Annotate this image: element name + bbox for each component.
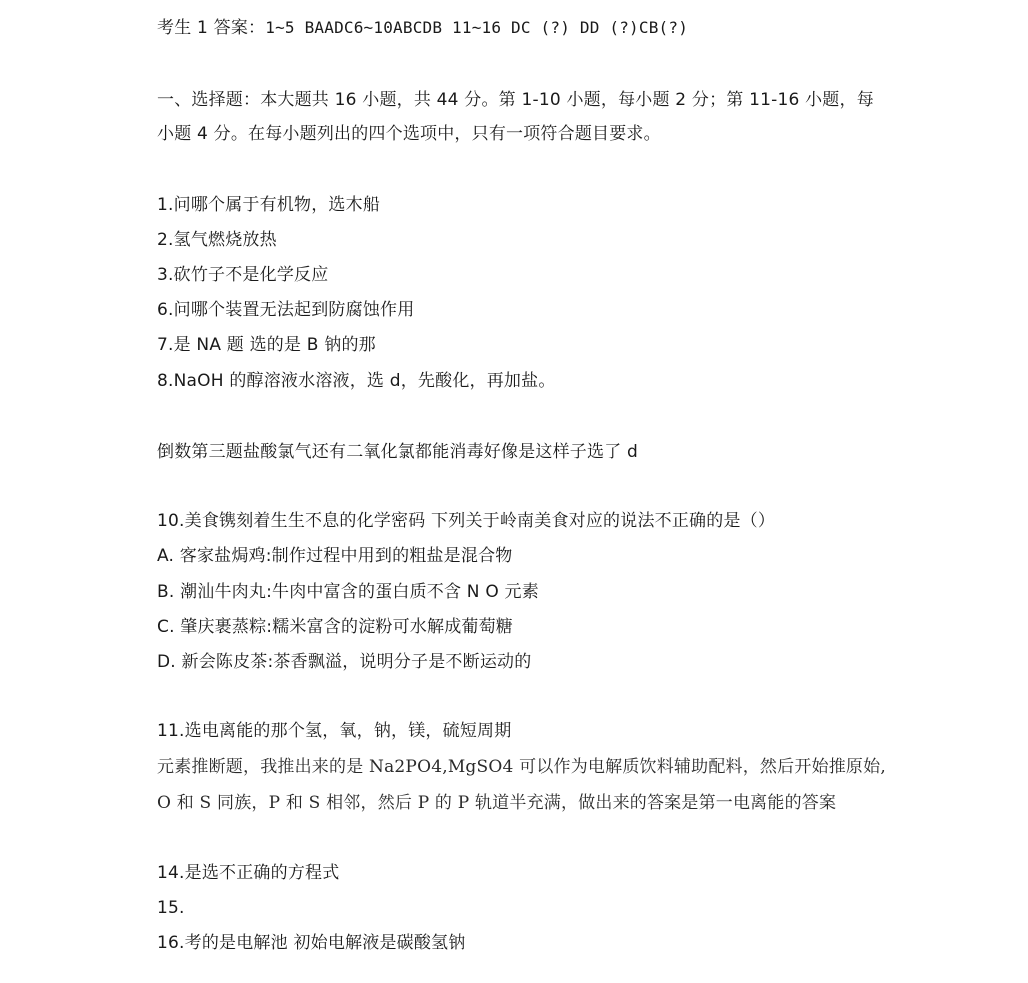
answers-header-label: 考生 1 答案： — [157, 18, 266, 38]
question-10-option-c: C. 肇庆裹蒸粽:糯米富含的淀粉可水解成葡萄糖 — [157, 617, 514, 637]
note-item: 7.是 NA 题 选的是 B 钠的那 — [157, 335, 376, 355]
question-10-option-d: D. 新会陈皮茶:茶香飘溢，说明分子是不断运动的 — [157, 652, 532, 672]
note-item: 15. — [157, 898, 185, 918]
note-item: 8.NaOH 的醇溶液水溶液，选 d，先酸化，再加盐。 — [157, 371, 556, 391]
note-item: 2.氢气燃烧放热 — [157, 230, 277, 250]
question-11-stem: 11.选电离能的那个氢，氧，钠，镁，硫短周期 — [157, 721, 512, 741]
section-instructions-line-2: 小题 4 分。在每小题列出的四个选项中，只有一项符合题目要求。 — [157, 124, 661, 144]
note-item: 14.是选不正确的方程式 — [157, 863, 340, 883]
question-10-option-a: A. 客家盐焗鸡:制作过程中用到的粗盐是混合物 — [157, 546, 513, 566]
answers-header-value: 1~5 BAADC6~10ABCDB 11~16 DC (?) DD (?)CB(?) — [265, 18, 689, 37]
note-third-last: 倒数第三题盐酸氯气还有二氧化氯都能消毒好像是这样子选了 d — [157, 442, 638, 462]
note-item: 16.考的是电解池 初始电解液是碳酸氢钠 — [157, 933, 466, 953]
note-item: 1.问哪个属于有机物，选木船 — [157, 195, 381, 215]
note-item: 6.问哪个装置无法起到防腐蚀作用 — [157, 300, 415, 320]
question-10-option-b: B. 潮汕牛肉丸:牛肉中富含的蛋白质不含 N O 元素 — [157, 582, 539, 602]
answers-header — [157, 16, 688, 40]
question-11-detail-2: O 和 S 同族，P 和 S 相邻，然后 P 的 P 轨道半充满，做出来的答案是第一电离能的答案 — [157, 793, 837, 813]
question-11-detail-1: 元素推断题，我推出来的是 Na2PO4,MgSO4 可以作为电解质饮料辅助配料，然后开始推原始, — [157, 757, 886, 777]
note-item: 3.砍竹子不是化学反应 — [157, 265, 329, 285]
section-instructions-line-1: 一、选择题：本大题共 16 小题，共 44 分。第 1-10 小题，每小题 2 分；第 11-16 小题，每 — [157, 90, 874, 110]
question-10-stem: 10.美食镌刻着生生不息的化学密码 下列关于岭南美食对应的说法不正确的是（） — [157, 511, 776, 531]
